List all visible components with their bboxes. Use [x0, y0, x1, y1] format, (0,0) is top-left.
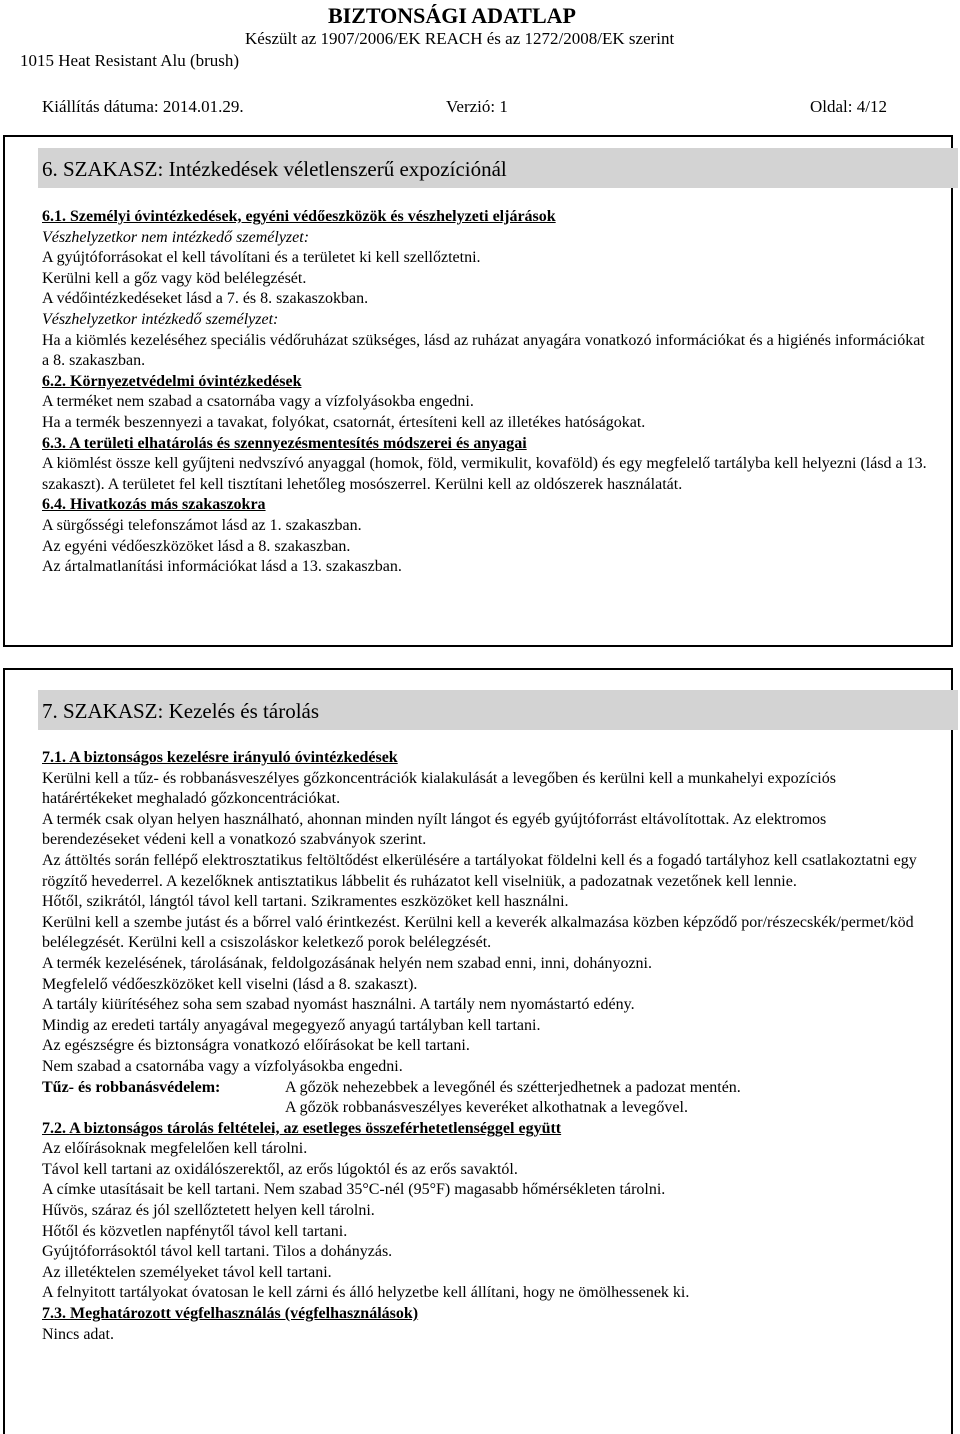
paragraph-line: Hőtől és közvetlen napfénytől távol kell tartani. [42, 1222, 348, 1240]
paragraph-line: Ha a termék beszennyezi a tavakat, folyókat, csatornát, értesíteni kell az illetékes hatóságokat. [42, 413, 646, 431]
paragraph-line: Kerülni kell a gőz vagy köd belélegzését. [42, 269, 307, 287]
paragraph-line: Mindig az eredeti tartály anyagával megegyező anyagú tartályban kell tartani. [42, 1016, 541, 1034]
subsection-6-2-number: 6.2. [42, 372, 66, 390]
paragraph-line: Az egészségre és biztonságra vonatkozó előírásokat be kell tartani. [42, 1037, 470, 1055]
paragraph-line: Az egyéni védőeszközöket lásd a 8. szakaszban. [42, 537, 351, 555]
subsection-7-1-number: 7.1. [42, 749, 66, 766]
paragraph-line: A termék kezelésének, tárolásának, feldolgozásának helyén nem szabad enni, inni, dohányozni. [42, 954, 652, 972]
subsection-7-1-title: A biztonságos kezelésre irányuló óvintézkedések [69, 749, 398, 766]
paragraph-line: Az illetéktelen személyeket távol kell tartani. [42, 1263, 332, 1281]
paragraph-line: A terméket nem szabad a csatornába vagy a vízfolyásokba engedni. [42, 393, 474, 411]
paragraph-line: Nincs adat. [42, 1325, 114, 1343]
product-name: 1015 Heat Resistant Alu (brush) [20, 51, 240, 70]
fire-protection-label: Tűz- és robbanásvédelem: [42, 1078, 221, 1096]
subsection-6-4-number: 6.4. [42, 496, 66, 514]
paragraph-line: Megfelelő védőeszközöket kell viselni (lásd a 8. szakaszt). [42, 975, 418, 993]
paragraph-line: A gőzök nehezebbek a levegőnél és szétterjedhetnek a padozat mentén. [285, 1078, 741, 1096]
document-subtitle: Készült az 1907/2006/EK REACH és az 1272/2008/EK szerint [245, 29, 675, 48]
section-6-title: 6. SZAKASZ: Intézkedések véletlenszerű expozíciónál [42, 157, 507, 181]
subsection-6-2-body [42, 392, 927, 433]
paragraph-line: Az áttöltés során fellépő elektrosztatikus feltöltődést elkerülésére a tartályokat földelni kell és a fogadó tartályhoz kell csatlakoztatni egy rögzítő hevederrel. A kezelőknek antisztatikus lábbelit és ruházatot kell viselniük, a padozatnak vezetőnek kell lennie. [42, 851, 917, 890]
document-header [0, 0, 960, 120]
subsection-6-4-heading [42, 495, 927, 516]
paragraph-line: Nem szabad a csatornába vagy a vízfolyásokba engedni. [42, 1057, 403, 1075]
page-number: Oldal: 4/12 [810, 97, 887, 116]
subsection-7-1-body [42, 769, 927, 1078]
paragraph-line: A kiömlést össze kell gyűjteni nedvszívó anyaggal (homok, föld, vermikulit, kovaföld) és egy megfelelő tartályba kell helyezni (lásd a 13. szakaszt). A területet fel kell tisztítani lehetőleg mosószerrel. Kerülni kell az oldószerek használatát. [42, 455, 927, 493]
fire-protection-text [285, 1078, 927, 1119]
subsection-6-3-heading [42, 434, 927, 455]
section-7-title: 7. SZAKASZ: Kezelés és tárolás [42, 699, 320, 723]
issue-date: Kiállítás dátuma: 2014.01.29. [42, 97, 244, 116]
fire-protection-row [42, 1078, 927, 1119]
version: Verzió: 1 [446, 97, 508, 116]
subsection-6-1-body [42, 228, 927, 372]
paragraph-line: Gyújtóforrásoktól távol kell tartani. Tilos a dohányzás. [42, 1243, 393, 1261]
subsection-6-2-heading [42, 372, 927, 393]
subsection-7-2-body [42, 1139, 927, 1304]
document-title: BIZTONSÁGI ADATLAP [328, 3, 576, 28]
subsection-6-1-number: 6.1. [42, 208, 66, 225]
paragraph-line: A tartály kiürítéséhez soha sem szabad nyomást használni. A tartály nem nyomástartó edény. [42, 996, 635, 1014]
subsection-7-2-number: 7.2. [42, 1119, 66, 1137]
paragraph-line: A gőzök robbanásveszélyes keveréket alkothatnak a levegővel. [285, 1099, 688, 1117]
paragraph-line: A védőintézkedéseket lásd a 7. és 8. szakaszokban. [42, 290, 369, 308]
paragraph-line: Vészhelyzetkor nem intézkedő személyzet: [42, 228, 310, 246]
subsection-6-3-title: A területi elhatárolás és szennyezésmentesítés módszerei és anyagai [69, 434, 527, 452]
subsection-7-1-heading [42, 748, 927, 769]
subsection-7-3-body [42, 1325, 927, 1346]
subsection-7-2-title: A biztonságos tárolás feltételei, az esetleges összeférhetetlenséggel együtt [69, 1119, 562, 1137]
paragraph-line: Az előírásoknak megfelelően kell tárolni. [42, 1140, 308, 1158]
subsection-6-1-title: Személyi óvintézkedések, egyéni védőeszközök és vészhelyzeti eljárások [70, 208, 556, 225]
paragraph-line: A gyújtóforrásokat el kell távolítani és a területet ki kell szellőztetni. [42, 249, 481, 267]
section-6-content [42, 207, 927, 578]
paragraph-line: A címke utasításait be kell tartani. Nem szabad 35°C-nél (95°F) magasabb hőmérsékleten tárolni. [42, 1181, 666, 1199]
paragraph-line: A sürgősségi telefonszámot lásd az 1. szakaszban. [42, 516, 362, 534]
subsection-7-3-title: Meghatározott végfelhasználás (végfelhasználások) [70, 1305, 419, 1323]
subsection-7-3-heading [42, 1304, 927, 1325]
paragraph-line: Hőtől, szikrától, lángtól távol kell tartani. Szikramentes eszközöket kell használni. [42, 893, 569, 911]
subsection-6-1-heading [42, 207, 927, 228]
paragraph-line: Az ártalmatlanítási információkat lásd a 13. szakaszban. [42, 558, 402, 576]
subsection-6-4-body [42, 516, 927, 578]
paragraph-line: A felnyitott tartályokat óvatosan le kell zárni és álló helyzetbe kell állítani, hogy ne ömölhessenek ki. [42, 1284, 690, 1302]
paragraph-line: A termék csak olyan helyen használható, ahonnan minden nyílt lángot és egyéb gyújtóforrást eltávolítottak. Az elektromos berendezéseket védeni kell a vonatkozó szabványok szerint. [42, 810, 827, 849]
paragraph-line: Ha a kiömlés kezeléséhez speciális védőruházat szükséges, lásd az ruházat anyagára vonatkozó információkat és a higiénés információkat a 8. szakaszban. [42, 331, 925, 370]
paragraph-line: Távol kell tartani az oxidálószerektől, az erős lúgoktól és az erős savaktól. [42, 1160, 518, 1178]
paragraph-line: Hűvös, száraz és jól szellőztetett helyen kell tárolni. [42, 1202, 375, 1220]
subsection-6-3-body [42, 454, 927, 495]
subsection-6-3-number: 6.3. [42, 434, 66, 452]
paragraph-line: Vészhelyzetkor intézkedő személyzet: [42, 310, 279, 328]
subsection-7-2-heading [42, 1119, 927, 1140]
paragraph-line: Kerülni kell a szembe jutást és a bőrrel való érintkezést. Kerülni kell a keverék alkalmazása közben képződő por/részecskék/permet/köd belélegzését. Kerülni kell a csiszoláskor keletkező porok belélegzését. [42, 913, 914, 952]
section-7-content [42, 748, 927, 1345]
subsection-7-3-number: 7.3. [42, 1305, 66, 1323]
subsection-6-2-title: Környezetvédelmi óvintézkedések [70, 372, 302, 390]
paragraph-line: Kerülni kell a tűz- és robbanásveszélyes gőzkoncentrációk kialakulását a levegőben és kerülni kell a munkahelyi expozíciós határértékeket meghaladó gőzkoncentrációkat. [42, 769, 836, 808]
subsection-6-4-title: Hivatkozás más szakaszokra [70, 496, 266, 514]
